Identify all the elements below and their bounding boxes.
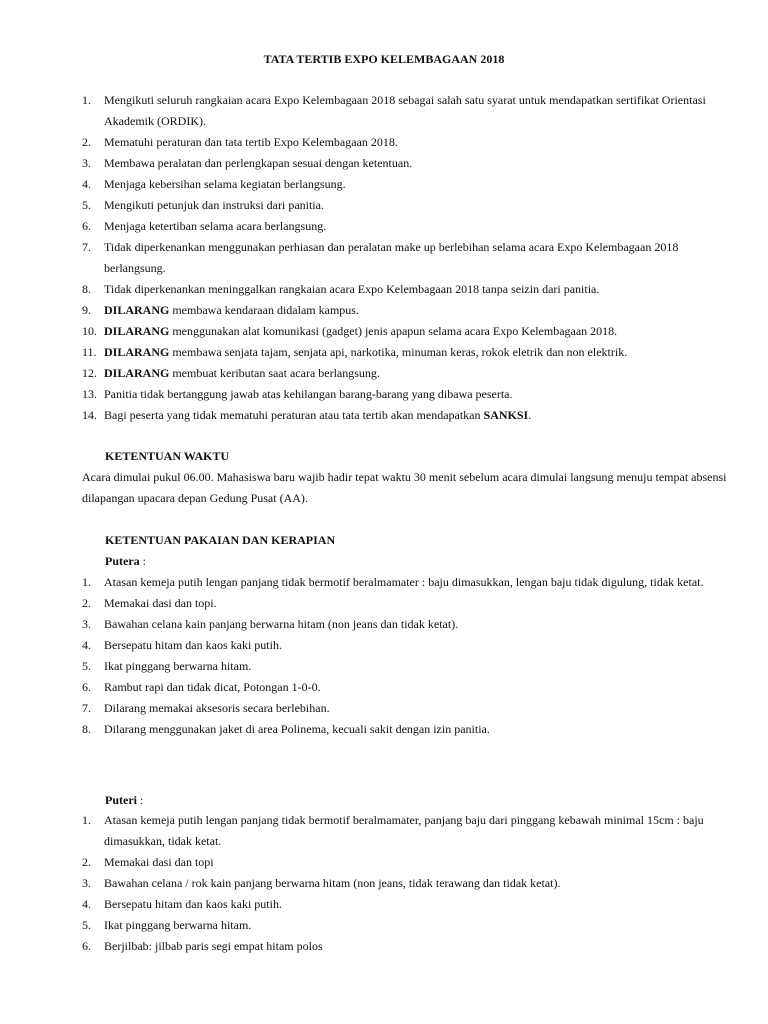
rule-text: Membawa peralatan dan perlengkapan sesuai dengan ketentuan. [104,156,413,170]
rule-number: 6. [82,219,91,233]
rule-number: 2. [82,135,91,149]
item-number: 1. [82,575,91,589]
item-text: Memakai dasi dan topi. [104,596,217,610]
item-text: Bawahan celana / rok kain panjang berwarna hitam (non jeans, tidak terawang dan tidak ketat). [104,876,561,890]
rule-item [82,195,732,216]
item-text: Ikat pinggang berwarna hitam. [104,659,252,673]
rule-number: 13. [82,387,97,401]
list-item [82,873,732,894]
rule-number: 12. [82,366,97,380]
puteri-label: Puteri : [105,793,144,807]
rule-text: Bagi peserta yang tidak mematuhi peraturan atau tata tertib akan mendapatkan SANKSI. [104,408,532,422]
rule-item [82,216,732,237]
rule-text: Menjaga kebersihan selama kegiatan berlangsung. [104,177,346,191]
item-text: Bawahan celana kain panjang berwarna hitam (non jeans dan tidak ketat). [104,617,459,631]
putera-list [82,572,732,740]
rule-number: 7. [82,240,91,254]
item-text: Ikat pinggang berwarna hitam. [104,918,252,932]
item-text: Memakai dasi dan topi [104,855,214,869]
list-item [82,852,732,873]
list-item [82,719,732,740]
rule-number: 3. [82,156,91,170]
rule-item [82,237,732,279]
rule-number: 11. [82,345,97,359]
item-number: 3. [82,876,91,890]
rule-item [82,153,732,174]
item-text: Dilarang memakai aksesoris secara berlebihan. [104,701,330,715]
rule-text: Mengikuti seluruh rangkaian acara Expo Kelembagaan 2018 sebagai salah satu syarat untuk mendapatkan sertifikat Orientasi Akademik (ORDIK). [104,93,706,128]
rule-number: 1. [82,93,91,107]
rule-text: Menjaga ketertiban selama acara berlangsung. [104,219,327,233]
rule-text: Panitia tidak bertanggung jawab atas kehilangan barang-barang yang dibawa peserta. [104,387,513,401]
list-item [82,894,732,915]
rule-text: Tidak diperkenankan menggunakan perhiasan dan peralatan make up berlebihan selama acara Expo Kelembagaan 2018 berlangsung. [104,240,679,275]
item-text: Dilarang menggunakan jaket di area Polinema, kecuali sakit dengan izin panitia. [104,722,490,736]
rule-text: Mematuhi peraturan dan tata tertib Expo Kelembagaan 2018. [104,135,398,149]
item-text: Berjilbab: jilbab paris segi empat hitam polos [104,939,323,953]
rule-item [82,132,732,153]
waktu-text: Acara dimulai pukul 06.00. Mahasiswa baru wajib hadir tepat waktu 30 menit sebelum acara dimulai langsung menuju tempat absensi dilapangan upacara depan Gedung Pusat (AA). [82,470,727,505]
list-item [82,936,732,957]
rule-item [82,363,732,384]
rules-list [82,90,732,426]
list-item [82,635,732,656]
list-item [82,593,732,614]
document-title: TATA TERTIB EXPO KELEMBAGAAN 2018 [263,52,505,66]
item-number: 3. [82,617,91,631]
item-text: Rambut rapi dan tidak dicat, Potongan 1-0-0. [104,680,321,694]
rule-item [82,342,732,363]
item-number: 8. [82,722,91,736]
rule-item [82,174,732,195]
rule-text: Mengikuti petunjuk dan instruksi dari panitia. [104,198,324,212]
list-item [82,915,732,936]
item-number: 5. [82,918,91,932]
item-text: Atasan kemeja putih lengan panjang tidak bermotif beralmamater : baju dimasukkan, lengan baju tidak digulung, tidak ketat. [104,575,704,589]
item-number: 2. [82,855,91,869]
list-item [82,656,732,677]
rule-text: DILARANG membawa senjata tajam, senjata api, narkotika, minuman keras, rokok eletrik dan non elektrik. [104,345,628,359]
item-number: 7. [82,701,91,715]
item-text: Bersepatu hitam dan kaos kaki putih. [104,897,282,911]
rule-number: 4. [82,177,91,191]
list-item [82,810,732,852]
waktu-heading: KETENTUAN WAKTU [105,449,230,463]
item-number: 1. [82,813,91,827]
list-item [82,572,732,593]
rule-text: DILARANG membawa kendaraan didalam kampus. [104,303,359,317]
rule-text: Tidak diperkenankan meninggalkan rangkaian acara Expo Kelembagaan 2018 tanpa seizin dari panitia. [104,282,600,296]
item-number: 6. [82,680,91,694]
item-number: 2. [82,596,91,610]
item-number: 4. [82,638,91,652]
rule-number: 14. [82,408,97,422]
rule-item [82,90,732,132]
rule-text: DILARANG menggunakan alat komunikasi (gadget) jenis apapun selama acara Expo Kelembagaan 2018. [104,324,618,338]
item-number: 5. [82,659,91,673]
rule-item [82,405,732,426]
list-item [82,614,732,635]
rule-number: 5. [82,198,91,212]
list-item [82,698,732,719]
rule-number: 9. [82,303,91,317]
rule-number: 8. [82,282,91,296]
pakaian-heading: KETENTUAN PAKAIAN DAN KERAPIAN [105,533,336,547]
putera-label: Putera : [105,554,146,568]
rule-item [82,279,732,300]
item-text: Bersepatu hitam dan kaos kaki putih. [104,638,282,652]
item-number: 4. [82,897,91,911]
rule-text: DILARANG membuat keributan saat acara berlangsung. [104,366,380,380]
rule-item [82,384,732,405]
rule-item [82,321,732,342]
puteri-list [82,810,732,957]
item-number: 6. [82,939,91,953]
rule-number: 10. [82,324,97,338]
list-item [82,677,732,698]
item-text: Atasan kemeja putih lengan panjang tidak bermotif beralmamater, panjang baju dari pinggang kebawah minimal 15cm : baju dimasukkan, tidak ketat. [104,813,704,848]
rule-item [82,300,732,321]
